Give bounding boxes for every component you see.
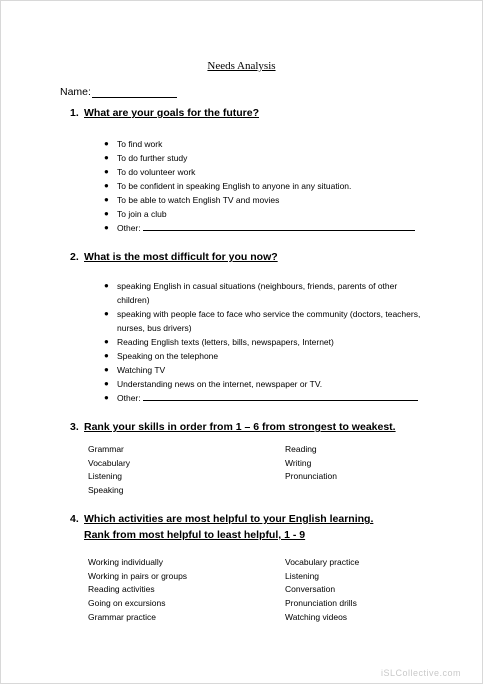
list-item: ● speaking English in casual situations (neighbours, friends, parents of other children) bbox=[104, 281, 398, 305]
bullet-icon: ● bbox=[104, 379, 109, 388]
bullet-icon: ● bbox=[104, 337, 109, 346]
name-field[interactable] bbox=[60, 86, 177, 98]
name-blank-line[interactable] bbox=[92, 87, 177, 98]
list-item: Watching videos bbox=[285, 611, 348, 622]
list-item: ● To join a club bbox=[104, 209, 167, 219]
list-item: Reading activities bbox=[88, 584, 155, 595]
bullet-icon: ● bbox=[104, 351, 109, 360]
list-item: Working in pairs or groups bbox=[88, 570, 188, 581]
bullet-icon: ● bbox=[104, 167, 109, 176]
activities-left-column bbox=[88, 556, 187, 625]
bullet-icon: ● bbox=[104, 209, 109, 218]
list-item: ● Watching TV bbox=[104, 365, 166, 375]
question-4-number: 4. bbox=[70, 513, 79, 525]
bullet-icon: ● bbox=[104, 223, 109, 232]
list-item: Pronunciation bbox=[285, 471, 337, 482]
list-item-other[interactable]: ● Other: bbox=[104, 391, 422, 405]
question-4 bbox=[70, 513, 373, 525]
bullet-icon: ● bbox=[104, 153, 109, 162]
list-item: Reading bbox=[285, 444, 317, 454]
question-2-text: What is the most difficult for you now? bbox=[84, 251, 278, 263]
list-item: ● To do further study bbox=[104, 153, 188, 163]
list-item: Speaking bbox=[88, 485, 124, 496]
question-2-number: 2. bbox=[70, 251, 79, 263]
question-4-text2: Rank from most helpful to least helpful, 1 - 9 bbox=[84, 529, 306, 541]
skills-right-column bbox=[285, 443, 337, 484]
bullet-icon: ● bbox=[104, 195, 109, 204]
other-blank-line[interactable] bbox=[143, 391, 418, 401]
question-3 bbox=[70, 421, 396, 433]
watermark: iSLCollective.com bbox=[380, 668, 461, 678]
question-4-subtitle bbox=[84, 529, 305, 541]
list-item: Writing bbox=[285, 457, 312, 468]
list-item: Pronunciation drills bbox=[285, 598, 357, 609]
list-item: ● Speaking on the telephone bbox=[104, 351, 219, 361]
list-item: Grammar practice bbox=[88, 611, 157, 622]
other-blank-line[interactable] bbox=[143, 221, 415, 231]
list-item: Vocabulary practice bbox=[285, 557, 360, 567]
list-item: Working individually bbox=[88, 557, 163, 567]
bullet-icon: ● bbox=[104, 365, 109, 374]
bullet-icon: ● bbox=[104, 309, 109, 318]
activities-right-column bbox=[285, 556, 359, 625]
question-3-number: 3. bbox=[70, 421, 79, 433]
list-item: ● To be able to watch English TV and movies bbox=[104, 195, 280, 205]
list-item: ● speaking with people face to face who service the community (doctors, teachers, nurses, bus drivers) bbox=[104, 309, 421, 333]
question-3-text: Rank your skills in order from 1 – 6 from strongest to weakest. bbox=[84, 421, 396, 433]
question-2 bbox=[70, 251, 278, 263]
list-item: ● To find work bbox=[104, 139, 163, 149]
list-item: Listening bbox=[88, 471, 123, 482]
list-item: Listening bbox=[285, 570, 320, 581]
page-title: Needs Analysis bbox=[207, 60, 276, 72]
name-label: Name: bbox=[60, 86, 91, 98]
list-item: ● Understanding news on the internet, newspaper or TV. bbox=[104, 379, 323, 389]
question-1-options bbox=[104, 137, 422, 235]
list-item: Conversation bbox=[285, 584, 336, 595]
question-1-text: What are your goals for the future? bbox=[84, 107, 260, 119]
list-item-other[interactable]: ● Other: bbox=[104, 221, 422, 235]
list-item: ● Reading English texts (letters, bills, newspapers, Internet) bbox=[104, 337, 334, 347]
list-item: Grammar bbox=[88, 444, 124, 454]
list-item: Vocabulary bbox=[88, 457, 131, 468]
list-item: Going on excursions bbox=[88, 598, 166, 609]
bullet-icon: ● bbox=[104, 281, 109, 290]
bullet-icon: ● bbox=[104, 139, 109, 148]
question-2-options bbox=[104, 279, 422, 405]
bullet-icon: ● bbox=[104, 181, 109, 190]
question-4-text: Which activities are most helpful to your English learning. bbox=[84, 513, 374, 525]
list-item: ● To be confident in speaking English to anyone in any situation. bbox=[104, 181, 352, 191]
question-1 bbox=[70, 107, 259, 119]
list-item: ● To do volunteer work bbox=[104, 167, 196, 177]
bullet-icon: ● bbox=[104, 393, 109, 402]
question-1-number: 1. bbox=[70, 107, 79, 119]
skills-left-column bbox=[88, 443, 130, 498]
